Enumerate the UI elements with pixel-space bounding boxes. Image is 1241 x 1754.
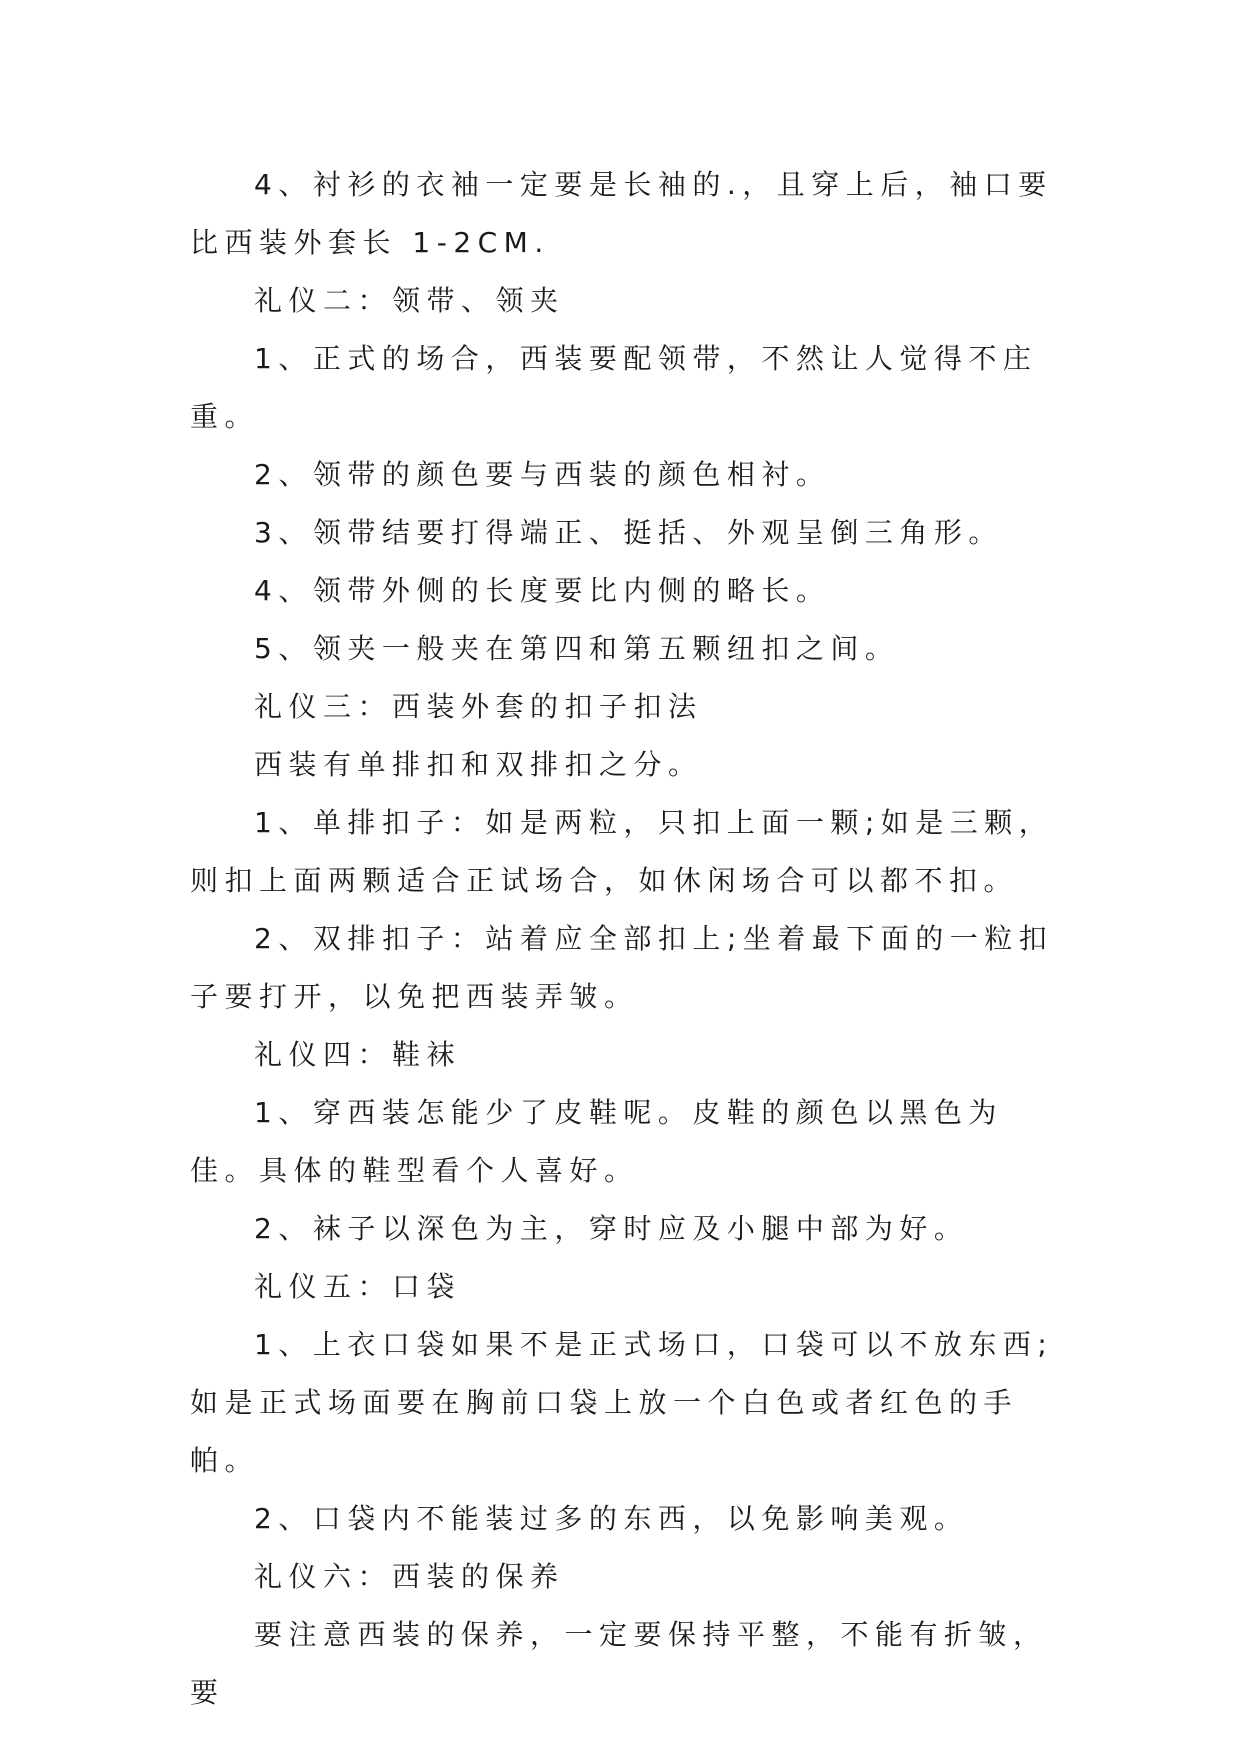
paragraph-button-types: 西装有单排扣和双排扣之分。	[254, 748, 703, 781]
paragraph-shoes: 1、穿西装怎能少了皮鞋呢。皮鞋的颜色以黑色为佳。具体的鞋型看个人喜好。	[190, 1096, 1003, 1187]
paragraph-socks: 2、袜子以深色为主，穿时应及小腿中部为好。	[254, 1212, 969, 1245]
paragraph-tie-clip: 5、领夹一般夹在第四和第五颗纽扣之间。	[254, 632, 900, 665]
heading-etiquette-5: 礼仪五：口袋	[254, 1270, 462, 1303]
paragraph-pocket-capacity: 2、口袋内不能装过多的东西，以免影响美观。	[254, 1502, 969, 1535]
heading-etiquette-2: 礼仪二：领带、领夹	[254, 284, 565, 317]
heading-etiquette-3: 礼仪三：西装外套的扣子扣法	[254, 690, 703, 723]
paragraph-tie-knot: 3、领带结要打得端正、挺括、外观呈倒三角形。	[254, 516, 1003, 549]
paragraph-tie-formal: 1、正式的场合，西装要配领带，不然让人觉得不庄重。	[190, 342, 1038, 433]
paragraph-suit-care: 要注意西装的保养，一定要保持平整，不能有折皱，要	[190, 1618, 1048, 1709]
paragraph-double-breasted: 2、双排扣子：站着应全部扣上;坐着最下面的一粒扣子要打开，以免把西装弄皱。	[190, 922, 1054, 1013]
paragraph-tie-length: 4、领带外侧的长度要比内侧的略长。	[254, 574, 831, 607]
paragraph-tie-color: 2、领带的颜色要与西装的颜色相衬。	[254, 458, 831, 491]
heading-etiquette-4: 礼仪四：鞋袜	[254, 1038, 462, 1071]
paragraph-pocket-items: 1、上衣口袋如果不是正式场口，口袋可以不放东西;如是正式场面要在胸前口袋上放一个白色或者红色的手帕。	[190, 1328, 1054, 1477]
document-body	[190, 156, 1070, 1722]
paragraph-single-breasted: 1、单排扣子：如是两粒，只扣上面一颗;如是三颗，则扣上面两颗适合正试场合，如休闲场合可以都不扣。	[190, 806, 1054, 897]
paragraph-shirt-sleeve: 4、衬衫的衣袖一定要是长袖的.，且穿上后，袖口要比西装外套长 1-2CM.	[190, 168, 1053, 259]
heading-etiquette-6: 礼仪六：西装的保养	[254, 1560, 565, 1593]
